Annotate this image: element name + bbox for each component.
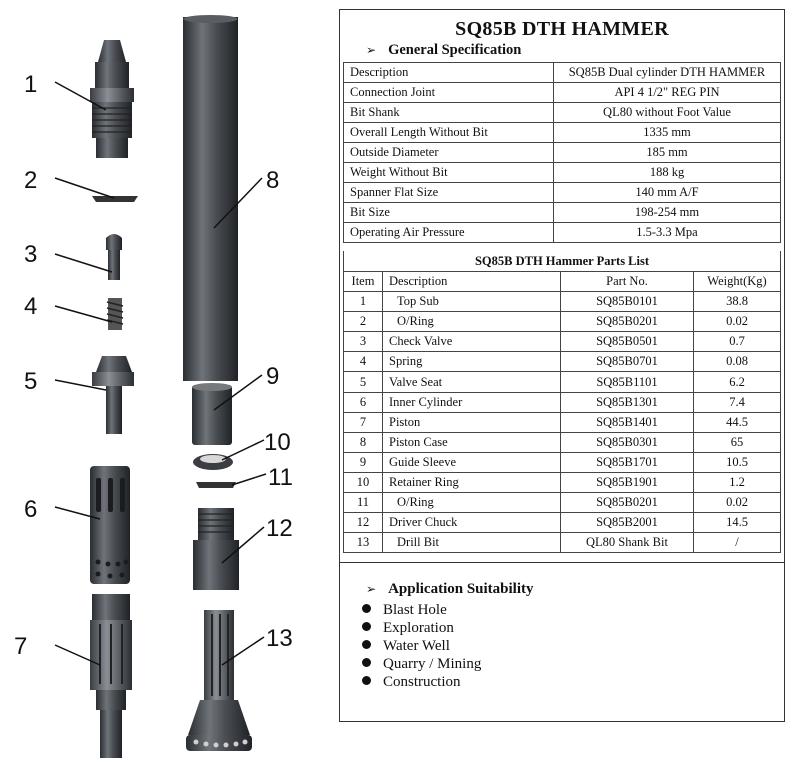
table-row	[344, 472, 781, 492]
callout-8: 8	[266, 167, 280, 194]
part-driver-chuck	[193, 508, 239, 590]
part-weight: 14.5	[694, 513, 781, 533]
bullet-icon	[362, 622, 371, 631]
spec-label: Connection Joint	[344, 83, 554, 103]
application-label: Construction	[383, 674, 461, 690]
part-weight: 1.2	[694, 472, 781, 492]
part-item: 12	[344, 513, 383, 533]
list-item	[362, 601, 481, 619]
part-item: 9	[344, 452, 383, 472]
part-weight: 38.8	[694, 292, 781, 312]
part-item: 13	[344, 533, 383, 553]
table-row	[344, 312, 781, 332]
table-row	[344, 183, 781, 203]
table-row	[344, 452, 781, 472]
part-weight: 0.7	[694, 332, 781, 352]
column-header-part-no: Part No.	[561, 272, 694, 292]
part-description: O/Ring	[383, 312, 561, 332]
part-weight: 6.2	[694, 372, 781, 392]
part-weight: 0.08	[694, 352, 781, 372]
bullet-icon	[362, 658, 371, 667]
part-description: Piston	[383, 412, 561, 432]
part-item: 1	[344, 292, 383, 312]
part-drill-bit	[186, 610, 252, 751]
table-row	[344, 352, 781, 372]
part-o-ring	[92, 196, 138, 202]
part-number: SQ85B1701	[561, 452, 694, 472]
part-item: 10	[344, 472, 383, 492]
part-number: SQ85B0701	[561, 352, 694, 372]
part-item: 2	[344, 312, 383, 332]
part-description: Piston Case	[383, 432, 561, 452]
spec-value: 185 mm	[554, 143, 781, 163]
spec-label: Operating Air Pressure	[344, 223, 554, 243]
list-item	[362, 655, 481, 673]
part-item: 6	[344, 392, 383, 412]
part-description: Valve Seat	[383, 372, 561, 392]
part-retainer-ring	[193, 454, 233, 470]
part-description: Spring	[383, 352, 561, 372]
spec-value: 140 mm A/F	[554, 183, 781, 203]
spec-value: 1.5-3.3 Mpa	[554, 223, 781, 243]
table-row	[344, 163, 781, 183]
part-description: Retainer Ring	[383, 472, 561, 492]
part-number: SQ85B1401	[561, 412, 694, 432]
part-inner-cylinder	[90, 466, 130, 584]
list-item	[362, 619, 481, 637]
part-description: Drill Bit	[383, 533, 561, 553]
part-number: QL80 Shank Bit	[561, 533, 694, 553]
callout-9: 9	[266, 363, 280, 390]
spec-panel	[339, 9, 785, 722]
table-header-row	[344, 272, 781, 292]
table-row	[344, 412, 781, 432]
part-weight: 7.4	[694, 392, 781, 412]
spec-value: QL80 without Foot Value	[554, 103, 781, 123]
part-number: SQ85B0201	[561, 312, 694, 332]
general-spec-heading-text: General Specification	[388, 42, 522, 58]
table-row	[344, 63, 781, 83]
part-item: 4	[344, 352, 383, 372]
part-description: Guide Sleeve	[383, 452, 561, 472]
table-row	[344, 392, 781, 412]
part-number: SQ85B1301	[561, 392, 694, 412]
application-heading-text: Application Suitability	[388, 581, 534, 597]
part-item: 7	[344, 412, 383, 432]
part-description: O/Ring	[383, 493, 561, 513]
callout-2: 2	[24, 167, 38, 194]
part-valve-seat	[92, 356, 134, 434]
spec-value: API 4 1/2" REG PIN	[554, 83, 781, 103]
parts-list-table	[343, 271, 781, 553]
exploded-parts-diagram	[0, 0, 338, 782]
column-header-weight: Weight(Kg)	[694, 272, 781, 292]
application-label: Blast Hole	[383, 602, 447, 618]
arrow-bullet-icon: ➢	[366, 43, 377, 57]
bullet-icon	[362, 604, 371, 613]
application-label: Exploration	[383, 620, 454, 636]
general-spec-table	[343, 62, 781, 243]
part-piston	[90, 594, 132, 758]
arrow-bullet-icon: ➢	[366, 582, 377, 596]
application-list	[362, 601, 481, 691]
table-row	[344, 143, 781, 163]
part-check-valve	[106, 234, 122, 280]
part-item: 8	[344, 432, 383, 452]
column-header-item: Item	[344, 272, 383, 292]
table-row	[344, 123, 781, 143]
bullet-icon	[362, 676, 371, 685]
callout-7: 7	[14, 633, 28, 660]
application-box	[340, 563, 784, 721]
bullet-icon	[362, 640, 371, 649]
table-row	[344, 292, 781, 312]
table-row	[344, 432, 781, 452]
part-number: SQ85B1901	[561, 472, 694, 492]
callout-6: 6	[24, 496, 38, 523]
column-header-description: Description	[383, 272, 561, 292]
part-description: Driver Chuck	[383, 513, 561, 533]
part-weight: 10.5	[694, 452, 781, 472]
callout-13: 13	[266, 625, 293, 652]
callout-1: 1	[24, 71, 38, 98]
part-number: SQ85B1101	[561, 372, 694, 392]
spec-value: SQ85B Dual cylinder DTH HAMMER	[554, 63, 781, 83]
part-weight: 0.02	[694, 493, 781, 513]
spec-box	[340, 10, 784, 563]
application-label: Quarry / Mining	[383, 656, 482, 672]
spec-value: 1335 mm	[554, 123, 781, 143]
part-number: SQ85B0101	[561, 292, 694, 312]
part-guide-sleeve	[192, 383, 232, 445]
part-o-ring-2	[196, 482, 236, 488]
part-piston-case	[183, 15, 238, 381]
spec-label: Outside Diameter	[344, 143, 554, 163]
part-item: 5	[344, 372, 383, 392]
table-row	[344, 203, 781, 223]
callout-3: 3	[24, 241, 38, 268]
part-number: SQ85B0301	[561, 432, 694, 452]
part-item: 3	[344, 332, 383, 352]
table-row	[344, 493, 781, 513]
spec-label: Bit Size	[344, 203, 554, 223]
part-number: SQ85B0201	[561, 493, 694, 513]
part-description: Inner Cylinder	[383, 392, 561, 412]
page-title: SQ85B DTH HAMMER	[455, 18, 669, 40]
part-item: 11	[344, 493, 383, 513]
spec-label: Description	[344, 63, 554, 83]
callout-5: 5	[24, 368, 38, 395]
part-weight: 44.5	[694, 412, 781, 432]
application-label: Water Well	[383, 638, 450, 654]
part-number: SQ85B0501	[561, 332, 694, 352]
general-spec-heading	[366, 42, 521, 59]
part-description: Top Sub	[383, 292, 561, 312]
table-row	[344, 103, 781, 123]
list-item	[362, 637, 481, 655]
callout-4: 4	[24, 293, 38, 320]
spec-value: 188 kg	[554, 163, 781, 183]
part-description: Check Valve	[383, 332, 561, 352]
part-weight: 0.02	[694, 312, 781, 332]
spec-label: Spanner Flat Size	[344, 183, 554, 203]
spec-label: Bit Shank	[344, 103, 554, 123]
callout-11: 11	[268, 464, 293, 491]
part-spring	[107, 298, 123, 330]
table-row	[344, 513, 781, 533]
callout-10: 10	[264, 429, 291, 456]
part-number: SQ85B2001	[561, 513, 694, 533]
table-row	[344, 533, 781, 553]
spec-label: Weight Without Bit	[344, 163, 554, 183]
parts-list-heading: SQ85B DTH Hammer Parts List	[343, 251, 781, 271]
part-weight: /	[694, 533, 781, 553]
spec-label: Overall Length Without Bit	[344, 123, 554, 143]
part-top-sub	[90, 40, 134, 158]
list-item	[362, 673, 481, 691]
table-row	[344, 83, 781, 103]
callout-12: 12	[266, 515, 293, 542]
spec-value: 198-254 mm	[554, 203, 781, 223]
part-weight: 65	[694, 432, 781, 452]
table-row	[344, 332, 781, 352]
application-heading	[366, 581, 534, 598]
table-row	[344, 372, 781, 392]
table-row	[344, 223, 781, 243]
